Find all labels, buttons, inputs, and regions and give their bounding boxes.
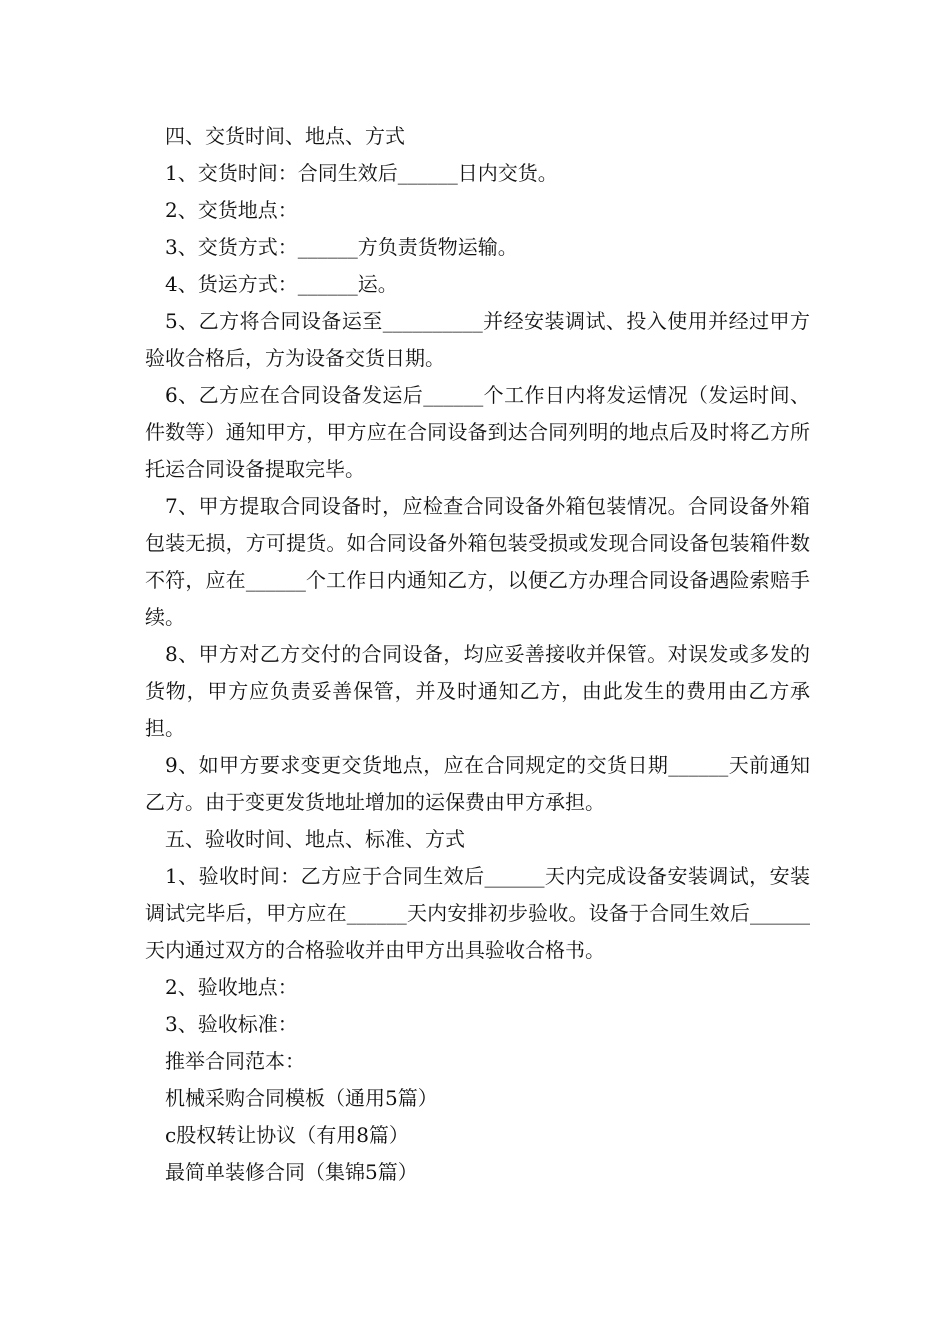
recommended-link-3[interactable]: 最简单装修合同（集锦5篇） bbox=[165, 1160, 418, 1184]
clause-pickup-inspection: 7、甲方提取合同设备时，应检查合同设备外箱包装情况。合同设备外箱包装无损，方可提货。如合同设备外箱包装受损或发现合同设备包装箱件数不符，应在______个工作日内通知乙方，以便乙方办理合同设备遇险索赔手续。 bbox=[145, 494, 810, 629]
clause-delivery-place: 2、交货地点： bbox=[165, 198, 298, 222]
section-heading-acceptance: 五、验收时间、地点、标准、方式 bbox=[165, 827, 465, 851]
recommended-link-2[interactable]: c股权转让协议（有用8篇） bbox=[165, 1123, 409, 1147]
recommended-link-1[interactable]: 机械采购合同模板（通用5篇） bbox=[165, 1086, 438, 1110]
clause-delivery-time: 1、交货时间：合同生效后______日内交货。 bbox=[165, 161, 558, 185]
section-heading-delivery: 四、交货时间、地点、方式 bbox=[165, 124, 405, 148]
clause-delivery-method: 3、交货方式：______方负责货物运输。 bbox=[165, 235, 518, 259]
clause-change-location: 9、如甲方要求变更交货地点，应在合同规定的交货日期______天前通知乙方。由于变更发货地址增加的运保费由甲方承担。 bbox=[145, 753, 810, 814]
clause-acceptance-standard: 3、验收标准： bbox=[165, 1012, 298, 1036]
document-body bbox=[145, 118, 810, 1191]
clause-custody: 8、甲方对乙方交付的合同设备，均应妥善接收并保管。对误发或多发的货物，甲方应负责妥善保管，并及时通知乙方，由此发生的费用由乙方承担。 bbox=[145, 642, 810, 740]
clause-acceptance-time: 1、验收时间：乙方应于合同生效后______天内完成设备安装调试，安装调试完毕后，甲方应在______天内安排初步验收。设备于合同生效后______天内通过双方的合格验收并由甲方出具验收合格书。 bbox=[145, 864, 810, 962]
clause-delivery-date: 5、乙方将合同设备运至__________并经安装调试、投入使用并经过甲方验收合格后，方为设备交货日期。 bbox=[145, 309, 810, 370]
clause-shipping-notice: 6、乙方应在合同设备发运后______个工作日内将发运情况（发运时间、件数等）通知甲方，甲方应在合同设备到达合同列明的地点后及时将乙方所托运合同设备提取完毕。 bbox=[145, 383, 810, 481]
recommended-heading: 推举合同范本： bbox=[165, 1049, 305, 1073]
clause-shipping-method: 4、货运方式：______运。 bbox=[165, 272, 398, 296]
clause-acceptance-place: 2、验收地点： bbox=[165, 975, 298, 999]
